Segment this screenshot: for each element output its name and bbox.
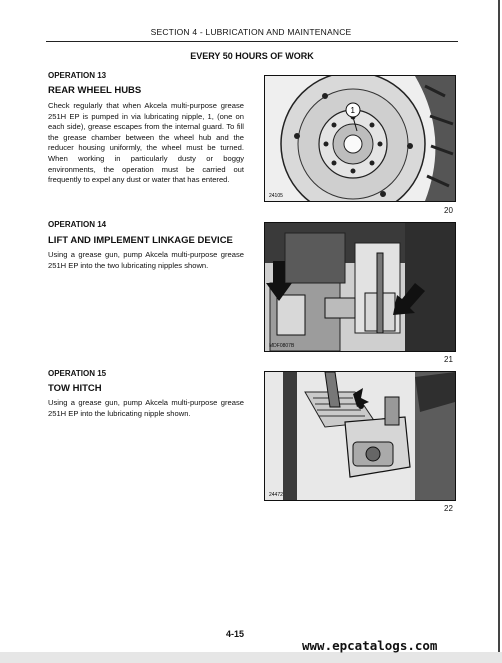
operation-13-label: OPERATION 13 (48, 71, 107, 80)
figure-20-number: 20 (444, 206, 453, 215)
figure-21-number: 21 (444, 355, 453, 364)
tow-hitch-illustration (265, 372, 455, 500)
figure-22-number: 22 (444, 504, 453, 513)
figure-rear-wheel-hub (264, 75, 456, 202)
callout-1: 1 (350, 106, 355, 115)
operation-13-body: Check regularly that when Akcela multi-purpose grease 251H EP is pumped in via lubricating nipple, 1, (one on each side), grease escapes from the internal guard. To fill the grease chamber between the wheel hub and the reducer housing uniformly, the wheel must be turned. When working in particularly dusty or boggy environments, the operation must be carried out frequently to expel any dust or water that has entered. (48, 101, 244, 185)
figure-tow-hitch (264, 371, 456, 501)
figure-lift-linkage (264, 222, 456, 352)
operation-15-title: TOW HITCH (48, 383, 102, 394)
bottom-band (0, 652, 502, 663)
section-header: SECTION 4 - LUBRICATION AND MAINTENANCE (150, 27, 352, 37)
operation-13-title: REAR WHEEL HUBS (48, 85, 142, 96)
operation-14-label: OPERATION 14 (48, 220, 107, 229)
header-rule (46, 41, 458, 42)
rear-wheel-hub-illustration (265, 76, 455, 201)
figure-20-code: 24105 (269, 193, 283, 199)
operation-15-body: Using a grease gun, pump Akcela multi-purpose grease 251H EP into the lubricating nipple shown. (48, 398, 244, 418)
operation-14-title: LIFT AND IMPLEMENT LINKAGE DEVICE (48, 235, 233, 246)
operation-15-label: OPERATION 15 (48, 369, 107, 378)
page-number: 4-15 (226, 629, 245, 639)
operation-14-body: Using a grease gun, pump Akcela multi-purpose grease 251H EP into the two lubricating nipples shown. (48, 250, 244, 270)
figure-22-code: 24472 (269, 492, 283, 498)
watermark-link[interactable]: www.epcatalogs.com (302, 638, 438, 653)
interval-banner: EVERY 50 HOURS OF WORK (190, 51, 314, 61)
figure-21-code: MDF0807B (269, 343, 295, 349)
lift-linkage-illustration (265, 223, 455, 351)
